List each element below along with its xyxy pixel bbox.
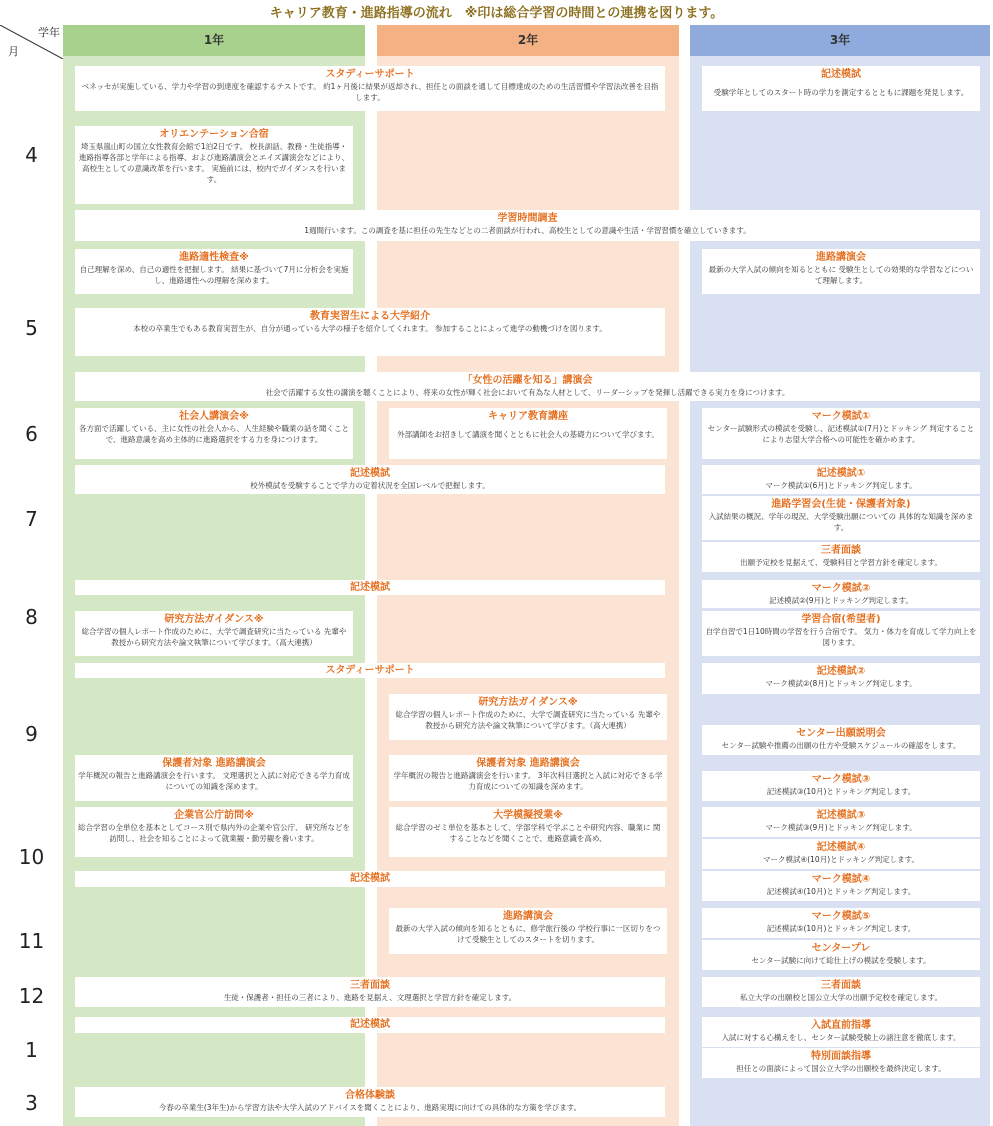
event-description: 私立大学の出願校と国公立大学の出願予定校を確定します。 bbox=[740, 993, 942, 1002]
month-label-11: 11 bbox=[18, 929, 45, 953]
event-title: 記述模試① bbox=[816, 468, 866, 479]
event-box bbox=[702, 725, 980, 755]
event-box bbox=[702, 807, 980, 837]
month-axis-label: 月 bbox=[8, 45, 19, 58]
event-description: 記述模試⑤(10月)とドッキング判定します。 bbox=[766, 924, 916, 933]
event-box bbox=[702, 908, 980, 938]
event-title: 記述模試 bbox=[350, 582, 390, 593]
event-title: スタディーサポート bbox=[325, 665, 415, 676]
event-title: 進路適性検査※ bbox=[179, 252, 249, 263]
grade3-header: 3年 bbox=[690, 25, 990, 56]
event-title: スタディーサポート bbox=[325, 69, 415, 80]
event-box bbox=[75, 611, 353, 656]
event-title: 社会人講演会※ bbox=[179, 411, 249, 422]
event-title: センター出願説明会 bbox=[796, 728, 886, 739]
grade2-column bbox=[377, 25, 679, 1126]
event-title: 企業官公庁訪問※ bbox=[174, 810, 254, 821]
event-box bbox=[702, 66, 980, 111]
event-title: 記述模試④ bbox=[816, 842, 866, 853]
event-box bbox=[75, 755, 353, 801]
event-title: 記述模試 bbox=[350, 1019, 390, 1030]
event-box bbox=[75, 1017, 665, 1033]
month-label-3: 3 bbox=[25, 1091, 38, 1115]
event-title: マーク模試② bbox=[811, 583, 871, 594]
event-title: 学習時間調査 bbox=[497, 213, 558, 224]
event-box bbox=[702, 839, 980, 869]
event-description: マーク模試①(6月)とドッキング判定します。 bbox=[765, 481, 917, 490]
event-box bbox=[75, 372, 980, 401]
event-box bbox=[702, 1048, 980, 1078]
grade1-header: 1年 bbox=[63, 25, 365, 56]
event-description: 記述模試③(10月)とドッキング判定します。 bbox=[766, 787, 916, 796]
event-title: 記述模試② bbox=[816, 666, 866, 677]
event-description: 総合学習のゼミ単位を基本として、学部学科で学ぶことや研究内容、職業に 関することなどを聞くことで、進路意識を高め、 bbox=[395, 823, 661, 843]
month-label-10: 10 bbox=[18, 845, 45, 869]
event-box bbox=[75, 210, 980, 241]
event-title: キャリア教育講座 bbox=[488, 411, 568, 422]
event-box bbox=[702, 663, 980, 694]
event-description: センター試験形式の模試を受験し、記述模試①(7月)とドッキング 判定することにより志望大学合格への可能性を確かめます。 bbox=[707, 424, 975, 444]
event-title: 三者面談 bbox=[821, 545, 861, 556]
event-box bbox=[75, 1087, 665, 1117]
event-title: 研究方法ガイダンス※ bbox=[478, 697, 578, 708]
event-description: ベネッセが実施している、学力や学習の到達度を確認するテストです。 約1ヶ月後に結果が返却され、担任との面談を通して目標達成のための生活習慣や学習法改善を目指します。 bbox=[81, 82, 659, 102]
event-description: 外部講師をお招きして講演を聞くとともに社会人の基礎力について学びます。 bbox=[397, 430, 659, 439]
event-box bbox=[75, 66, 665, 111]
event-title: 大学模擬授業※ bbox=[493, 810, 563, 821]
event-box bbox=[702, 542, 980, 572]
event-box bbox=[75, 663, 665, 678]
event-description: 記述模試②(9月)とドッキング判定します。 bbox=[769, 596, 913, 605]
event-box bbox=[702, 465, 980, 494]
event-box bbox=[702, 580, 980, 608]
event-description: 埼玉県嵐山町の国立女性教育会館で1泊2日です。 校長訓話、教務・生徒指導・進路指導各部と学年による指導、および進路講演会とエイズ講演会などにより、高校生としての意識改革を行います。 実施前には、校内でガイダンスを行います。 bbox=[79, 142, 349, 184]
event-box bbox=[75, 249, 353, 294]
event-description: 学年概況の報告と進路講演会を行います。 文理選択と入試に対応できる学力育成についての知識を深めます。 bbox=[78, 771, 350, 791]
event-title: 進路学習会(生徒・保護者対象) bbox=[771, 499, 911, 510]
event-box bbox=[75, 465, 665, 494]
event-description: 担任との面談によって国公立大学の出願校を最終決定します。 bbox=[736, 1064, 946, 1073]
month-label-6: 6 bbox=[25, 422, 38, 446]
event-box bbox=[702, 977, 980, 1007]
event-box bbox=[75, 308, 665, 356]
grade2-header: 2年 bbox=[377, 25, 679, 56]
event-box bbox=[702, 496, 980, 540]
event-box bbox=[75, 871, 665, 887]
event-box bbox=[702, 611, 980, 656]
event-box bbox=[702, 871, 980, 901]
event-title: マーク模試④ bbox=[811, 874, 871, 885]
event-description: 自学自習で1日10時間の学習を行う合宿です。 気力・体力を育成して学力向上を図ります。 bbox=[705, 627, 977, 647]
event-title: 三者面談 bbox=[821, 980, 861, 991]
event-box bbox=[75, 807, 353, 857]
event-box bbox=[702, 940, 980, 970]
event-box bbox=[702, 771, 980, 801]
event-description: 今春の卒業生(3年生)から学習方法や大学入試のアドバイスを聞くことにより、進路実現に向けての具体的な方策を学びます。 bbox=[158, 1103, 582, 1112]
event-box bbox=[702, 249, 980, 294]
event-description: 出願予定校を見据えて、受験科目と学習方針を確定します。 bbox=[740, 558, 942, 567]
event-box bbox=[75, 408, 353, 459]
event-title: 進路講演会 bbox=[816, 252, 866, 263]
event-description: マーク模試③(9月)とドッキング判定します。 bbox=[765, 823, 917, 832]
event-title: マーク模試⑤ bbox=[811, 911, 871, 922]
event-box bbox=[75, 977, 665, 1007]
event-box bbox=[389, 755, 667, 801]
event-title: センタープレ bbox=[811, 943, 871, 954]
event-box bbox=[389, 694, 667, 740]
event-description: 校外模試を受験することで学力の定着状況を全国レベルで把握します。 bbox=[250, 481, 490, 490]
grade-axis-label: 学年 bbox=[38, 26, 60, 39]
event-box bbox=[75, 580, 665, 595]
event-description: 総合学習の個人レポート作成のために、大学で調査研究に当たっている 先輩や教授から研究方法や論文執筆について学びます。（高大連携） bbox=[81, 627, 347, 647]
event-description: 生徒・保護者・担任の三者により、進路を見据え、文理選択と学習方針を確定します。 bbox=[223, 993, 517, 1002]
event-box bbox=[389, 908, 667, 954]
event-box bbox=[75, 126, 353, 204]
event-description: 入試結果の概況、学年の現況、大学受験出願についての 具体的な知識を深めます。 bbox=[708, 512, 974, 532]
event-description: 総合学習の全単位を基本としてコース別で県内外の企業や官公庁、 研究所などを訪問し、社会を知ることによって就業観・勤労観を養います。 bbox=[78, 823, 351, 843]
event-title: マーク模試③ bbox=[811, 774, 871, 785]
event-title: 記述模試 bbox=[350, 873, 390, 884]
month-label-1: 1 bbox=[25, 1038, 38, 1062]
month-label-5: 5 bbox=[25, 316, 38, 340]
event-title: 教育実習生による大学紹介 bbox=[310, 311, 430, 322]
event-description: 学年概況の報告と進路講演会を行います。 3年次科目選択と入試に対応できる学力育成についての知識を深めます。 bbox=[393, 771, 663, 791]
event-description: 各方面で活躍している、主に女性の社会人から、人生経験や職業の話を聞くことで、進路意識を高め主体的に進路選択をする力を身につけます。 bbox=[79, 424, 349, 444]
event-title: 学習合宿(希望者) bbox=[801, 614, 881, 625]
event-box bbox=[702, 408, 980, 459]
event-description: 最新の大学入試の傾向を知るとともに、修学旅行後の 学校行事に一区切りをつけて受験生としてのスタートを切ります。 bbox=[395, 924, 661, 944]
event-title: 進路講演会 bbox=[503, 911, 553, 922]
month-label-9: 9 bbox=[25, 722, 38, 746]
month-label-7: 7 bbox=[25, 507, 38, 531]
event-title: 特別面談指導 bbox=[811, 1051, 871, 1062]
event-title: 記述模試 bbox=[821, 69, 861, 80]
event-box bbox=[702, 1017, 980, 1047]
event-title: 三者面談 bbox=[350, 980, 390, 991]
event-description: 入試に対する心構えをし、センター試験受験上の諸注意を徹底します。 bbox=[721, 1033, 961, 1042]
event-description: 自己理解を深め、自己の適性を把握します。 結果に基づいて7月に分析会を実施し、進路適性への理解を深めます。 bbox=[79, 265, 349, 285]
month-label-4: 4 bbox=[25, 143, 38, 167]
month-label-8: 8 bbox=[25, 605, 38, 629]
month-label-12: 12 bbox=[18, 984, 45, 1008]
event-title: 入試直前指導 bbox=[811, 1020, 871, 1031]
event-box bbox=[389, 408, 667, 459]
event-description: 総合学習の個人レポート作成のために、大学で調査研究に当たっている 先輩や教授から研究方法や論文執筆について学びます。（高大連携） bbox=[395, 710, 661, 730]
event-title: 記述模試③ bbox=[816, 810, 866, 821]
event-title: 「女性の活躍を知る」講演会 bbox=[462, 375, 593, 386]
event-description: センター試験に向けて総仕上げの模試を受験します。 bbox=[751, 956, 931, 965]
event-box bbox=[389, 807, 667, 857]
event-description: マーク模試②(8月)とドッキング判定します。 bbox=[765, 679, 917, 688]
event-title: 保護者対象 進路講演会 bbox=[476, 758, 580, 769]
event-title: オリエンテーション合宿 bbox=[159, 129, 269, 140]
event-title: 合格体験談 bbox=[345, 1090, 395, 1101]
event-description: 本校の卒業生でもある教育実習生が、自分が通っている大学の様子を紹介してくれます。 参加することによって進学の動機づけを図ります。 bbox=[133, 324, 607, 333]
event-title: 記述模試 bbox=[350, 468, 390, 479]
event-description: 社会で活躍する女性の講演を聴くことにより、将来の女性が輝く社会において有為な人材として、リーダーシップを発揮し活躍できる実力を身につけます。 bbox=[265, 388, 790, 397]
event-description: センター試験や推薦の出願の仕方や受験スケジュールの確認をします。 bbox=[721, 741, 961, 750]
page-title: キャリア教育・進路指導の流れ ※印は総合学習の時間との連携を図ります。 bbox=[269, 6, 724, 21]
event-description: 受験学年としてのスタート時の学力を測定するとともに課題を発見します。 bbox=[713, 88, 969, 97]
event-title: マーク模試① bbox=[811, 411, 871, 422]
event-description: 最新の大学入試の傾向を知るとともに 受験生としての効果的な学習などについて理解します。 bbox=[708, 265, 974, 285]
event-description: 1週間行います。この調査を基に担任の先生などとの二者面談が行われ、高校生としての意識や生活・学習習慣を確立していきます。 bbox=[304, 226, 751, 235]
event-description: 記述模試④(10月)とドッキング判定します。 bbox=[766, 887, 916, 896]
event-title: 研究方法ガイダンス※ bbox=[164, 614, 264, 625]
event-description: マーク模試④(10月)とドッキング判定します。 bbox=[763, 855, 919, 864]
event-title: 保護者対象 進路講演会 bbox=[162, 758, 266, 769]
